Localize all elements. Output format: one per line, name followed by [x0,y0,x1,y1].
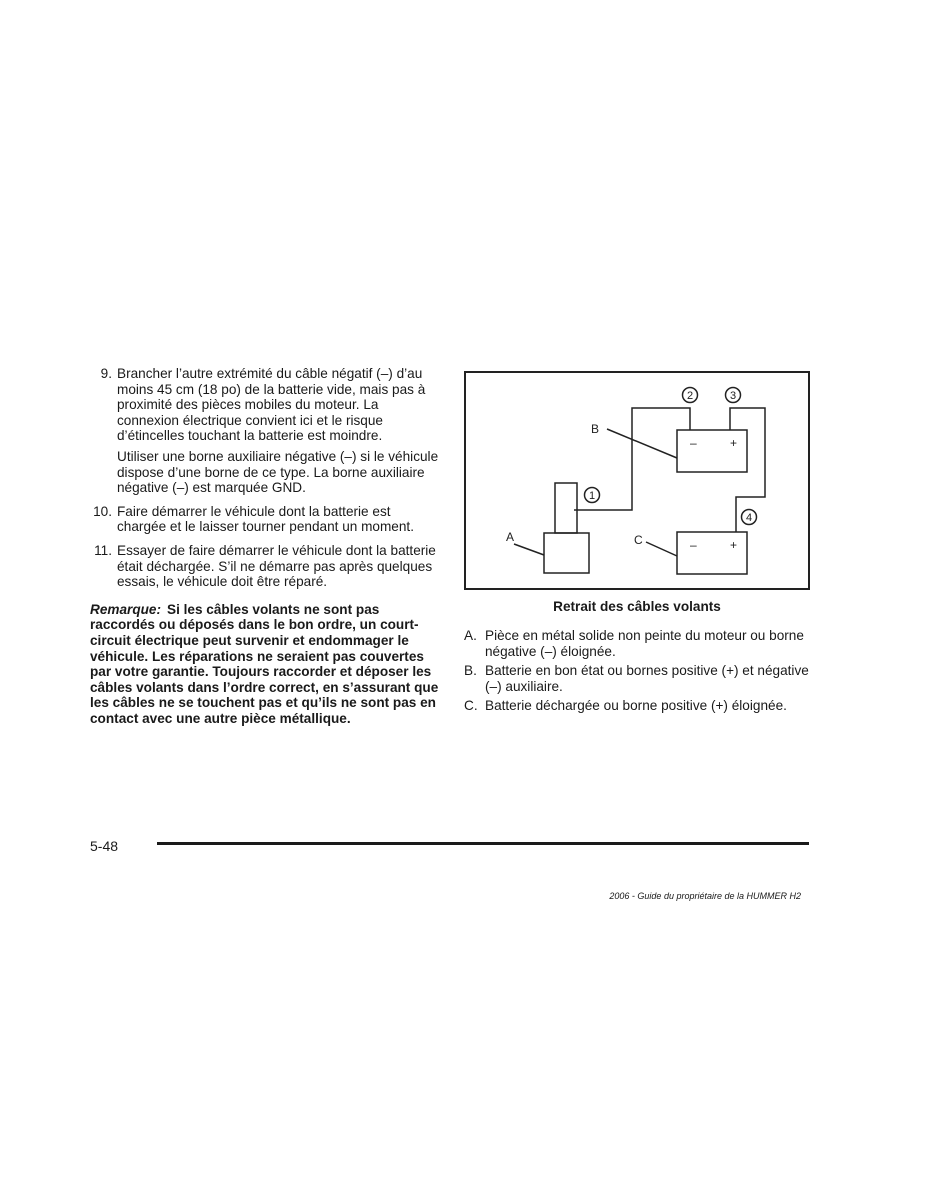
step-number: 9. [100,366,112,381]
legend-text: Pièce en métal solide non peinte du moteur ou borne négative (–) éloignée. [485,628,804,659]
battery-c-plus: + [730,538,738,552]
leader-b [607,429,677,458]
note-label: Remarque: [90,601,162,617]
figure-column [464,371,810,718]
marker-2-number: 2 [686,390,694,402]
warning-note [90,602,442,727]
legend-text: Batterie déchargée ou borne positive (+) éloignée. [485,698,787,714]
instructions-column [90,366,442,726]
step-11 [90,543,442,590]
jumper-cable-diagram [464,371,810,590]
legend-item-a [464,628,810,659]
legend-letter: B. [464,663,477,679]
legend-text: Batterie en bon état ou bornes positive (+) et négative (–) auxiliaire. [485,663,809,694]
legend-letter: C. [464,698,478,714]
footer-rule [157,842,809,845]
figure-legend [464,628,810,714]
legend-letter: A. [464,628,477,643]
label-a: A [506,530,515,544]
label-b: B [591,422,600,436]
battery-c-minus: – [690,538,697,552]
diagram-svg [466,373,808,588]
step-number: 11. [94,542,112,558]
legend-item-b [464,663,810,694]
marker-3-number: 3 [729,390,737,402]
leader-a [514,544,544,555]
footer-text: 2006 - Guide du propriétaire de la HUMMER H2 [609,891,801,901]
page-number: 5-48 [90,838,119,854]
cable-clamp [555,483,577,533]
leader-c [646,542,677,556]
marker-1-number: 1 [588,490,596,502]
legend-item-c [464,698,810,714]
step-subtext: Utiliser une borne auxiliaire négative (–) si le véhicule dispose d’une borne de ce type. La borne auxiliaire négative (–) est marquée GND. [117,448,439,496]
step-text: Brancher l’autre extrémité du câble négatif (–) d’au moins 45 cm (18 po) de la batterie vide, mais pas à proximité des pièces mobiles du moteur. La connexion électrique convient ici et le risque d’étincelles touchant la batterie est moindre. [117,366,426,444]
battery-b-minus: – [690,436,697,450]
battery-b-plus: + [730,436,738,450]
marker-4-number: 4 [745,512,753,524]
step-10 [90,504,442,535]
figure-caption: Retrait des câbles volants [553,599,721,614]
ground-block-a [544,533,589,573]
step-9 [90,366,442,496]
note-text: Si les câbles volants ne sont pas raccordés ou déposés dans le bon ordre, un court-circuit électrique peut survenir et endommager le véhicule. Les réparations ne seraient pas couvertes par votre garantie. Toujours raccorder et déposer les câbles volants dans l’ordre correct, en s’assurant que les câbles ne se touchent pas et qu’ils ne sont pas en contact avec une autre pièce métallique. [90,601,439,726]
label-c: C [634,533,643,547]
step-number: 10. [93,503,112,519]
step-text: Essayer de faire démarrer le véhicule dont la batterie était déchargée. S’il ne démarre pas après quelques essais, le véhicule doit être réparé. [117,542,436,590]
step-text: Faire démarrer le véhicule dont la batterie est chargée et le laisser tourner pendant un moment. [117,503,414,535]
